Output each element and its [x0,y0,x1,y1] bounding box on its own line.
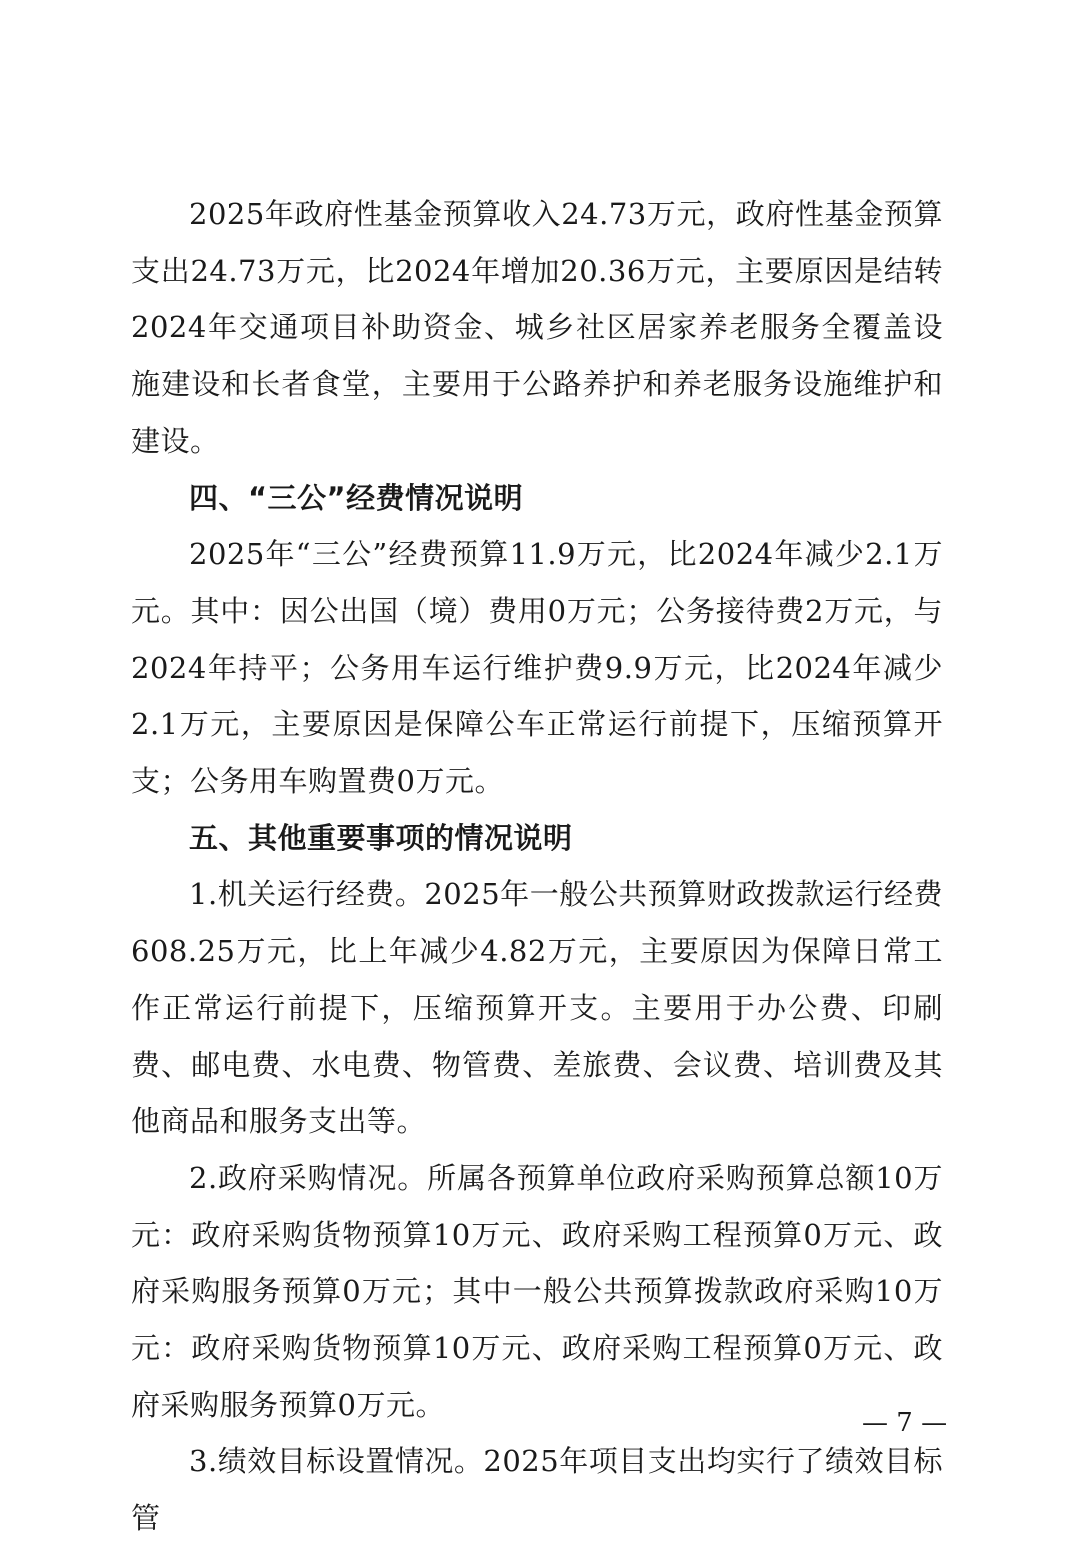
document-body [131,186,943,1547]
section-heading-three-public-expenses: 四、“三公”经费情况说明 [189,480,524,515]
paragraph-government-fund-budget: 2025年政府性基金预算收入24.73万元，政府性基金预算支出24.73万元，比2024年增加20.36万元，主要原因是结转2024年交通项目补助资金、城乡社区居家养老服务全覆盖设施建设和长者食堂，主要用于公路养护和养老服务设施维护和建设。 [131,197,943,458]
section-heading-other-important-matters: 五、其他重要事项的情况说明 [189,820,573,855]
paragraph-performance-targets: 3.绩效目标设置情况。2025年项目支出均实行了绩效目标管 [131,1444,943,1536]
page-number: — 7 — [862,1408,948,1438]
paragraph-three-public-expenses: 2025年“三公”经费预算11.9万元，比2024年减少2.1万元。其中：因公出国（境）费用0万元；公务接待费2万元，与2024年持平；公务用车运行维护费9.9万元，比2024年减少2.1万元，主要原因是保障公车正常运行前提下，压缩预算开支；公务用车购置费0万元。 [131,537,943,799]
paragraph-government-procurement: 2.政府采购情况。所属各预算单位政府采购预算总额10万元：政府采购货物预算10万元、政府采购工程预算0万元、政府采购服务预算0万元；其中一般公共预算拨款政府采购10万元：政府采购货物预算10万元、政府采购工程预算0万元、政府采购服务预算0万元。 [131,1160,943,1422]
paragraph-operating-expenses: 1.机关运行经费。2025年一般公共预算财政拨款运行经费608.25万元，比上年减少4.82万元，主要原因为保障日常工作正常运行前提下，压缩预算开支。主要用于办公费、印刷费、邮电费、水电费、物管费、差旅费、会议费、培训费及其他商品和服务支出等。 [131,877,943,1139]
